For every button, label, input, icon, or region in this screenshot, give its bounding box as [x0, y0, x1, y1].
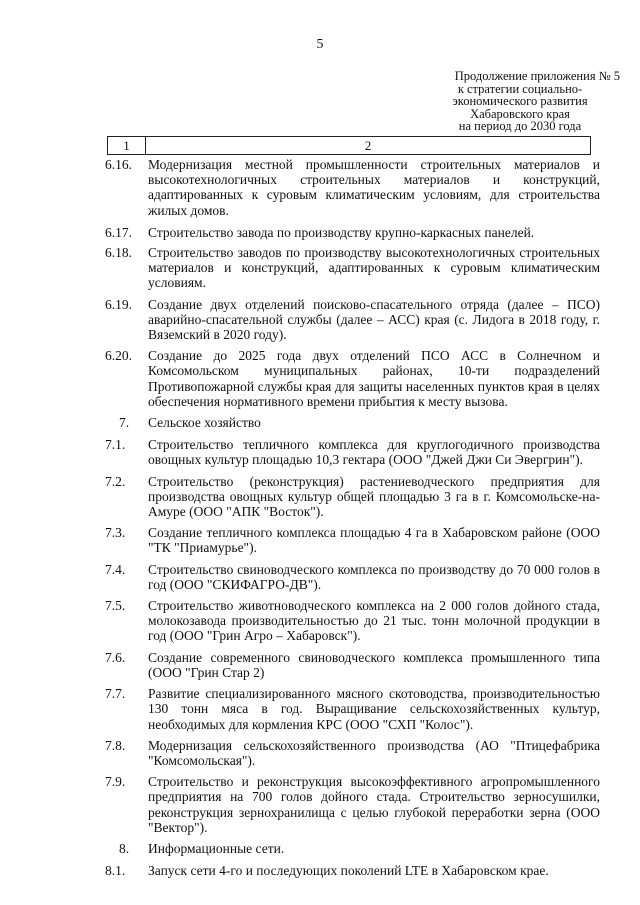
- list-item: [105, 525, 600, 555]
- list-item: [105, 841, 600, 856]
- appendix-line: экономического развития: [452, 94, 588, 108]
- item-text: Сельское хозяйство: [148, 415, 261, 431]
- item-text: Строительство завода по производству крупно-каркасных панелей.: [148, 224, 535, 240]
- item-text: Создание до 2025 года двух отделений ПСО АСС в Солнечном и Комсомольском муниципальных районах, 10-ти подразделений Противопожарной службы края для защиты населенных пунктов края в целях обеспечения нормативного времени прибытия к месту вызова.: [148, 348, 600, 409]
- item-text: Создание двух отделений поисково-спасательного отряда (далее – ПСО) аварийно-спасательной службы (далее – АСС) края (с. Лидога в 2018 году, г. Вяземский в 2020 году).: [148, 296, 600, 343]
- page-number: 5: [316, 37, 324, 52]
- list-item: [105, 774, 600, 835]
- appendix-line: к стратегии социально-: [457, 81, 583, 96]
- column-header-1: 1: [108, 137, 146, 155]
- item-number: 6.18.: [105, 245, 132, 261]
- list-item: [105, 437, 600, 467]
- list-item: [105, 686, 600, 732]
- list-item: [105, 225, 600, 240]
- column-header-table: [107, 136, 591, 155]
- list-item: [105, 598, 600, 644]
- item-number: 7.8.: [105, 737, 126, 753]
- item-number: 6.20.: [105, 348, 132, 364]
- list-item: [105, 650, 600, 680]
- list-item: [105, 474, 600, 520]
- appendix-line: Продолжение приложения № 5: [454, 69, 620, 83]
- item-number: 8.1.: [105, 863, 126, 879]
- item-number: 7.9.: [105, 774, 126, 790]
- item-text: Создание тепличного комплекса площадью 4 га в Хабаровском районе (ООО "ТК "Приамурье").: [148, 525, 600, 556]
- item-number: 7.2.: [105, 473, 126, 489]
- item-text: Модернизация сельскохозяйственного производства (АО "Птицефабрика "Комсомольская").: [148, 737, 600, 768]
- item-text: Создание современного свиноводческого комплекса промышленного типа (ООО "Грин Стар 2): [148, 649, 600, 680]
- item-number: 6.17.: [105, 224, 132, 240]
- item-number: 7.: [118, 415, 130, 431]
- item-number: 7.1.: [105, 437, 126, 453]
- item-text: Модернизация местной промышленности строительных материалов и высокотехнологичных строительных материалов и конструкций, адаптированных к суровым климатическим условиям, для строительства жилых домов.: [148, 157, 600, 218]
- measures-list: [105, 157, 600, 878]
- appendix-line: Хабаровского края: [470, 106, 570, 121]
- item-number: 6.16.: [105, 157, 132, 172]
- list-item: [105, 562, 600, 592]
- item-number: 7.5.: [105, 598, 126, 614]
- list-item: [105, 863, 600, 878]
- list-item: [105, 415, 600, 430]
- item-text: Строительство (реконструкция) растениеводческого предприятия для производства овощных культур общей площадью 3 га в г. Комсомольске-на-Амуре (ООО "АПК "Восток").: [148, 473, 600, 520]
- item-text: Информационные сети.: [148, 840, 285, 856]
- item-text: Развитие специализированного мясного скотоводства, производительностью 130 тонн мяса в год. Выращивание сельскохозяйственных культур, необходимых для кормления КРС (ООО "СХП "Колос").: [148, 686, 600, 732]
- appendix-line: на период до 2030 года: [458, 119, 582, 133]
- item-text: Строительство заводов по производству высокотехнологичных строительных материалов и конструкций, адаптированных к суровым климатическим условиям.: [148, 245, 600, 291]
- list-item: [105, 245, 600, 291]
- list-item: [105, 157, 600, 218]
- item-number: 7.7.: [105, 686, 126, 702]
- item-text: Строительство животноводческого комплекса на 2 000 голов дойного стада, молокозавода производительностью до 21 тыс. тонн молочной продукции в год (ООО "Грин Агро – Хабаровск").: [148, 598, 600, 644]
- item-text: Строительство свиноводческого комплекса по производству до 70 000 голов в год (ООО "СКИФАГРО-ДВ").: [148, 561, 600, 592]
- appendix-heading: [420, 70, 620, 133]
- list-item: [105, 297, 600, 343]
- item-text: Строительство тепличного комплекса для круглогодичного производства овощных культур площадью 10,3 гектара (ООО "Джей Джи Си Эвергрин").: [148, 437, 600, 468]
- column-header-2: 2: [146, 137, 591, 155]
- list-item: [105, 348, 600, 409]
- item-number: 8.: [118, 840, 130, 856]
- item-number: 7.4.: [105, 561, 126, 577]
- item-number: 6.19.: [105, 296, 132, 312]
- item-number: 7.6.: [105, 649, 126, 665]
- item-text: Запуск сети 4-го и последующих поколений LTE в Хабаровском крае.: [148, 863, 549, 879]
- item-number: 7.3.: [105, 525, 126, 541]
- list-item: [105, 738, 600, 768]
- item-text: Строительство и реконструкция высокоэффективного агропромышленного предприятия на 700 голов дойного стада. Строительство зерносушилки, реконструкция зернохранилища с целью глубокой переработки зерна (ООО "Вектор").: [148, 774, 600, 835]
